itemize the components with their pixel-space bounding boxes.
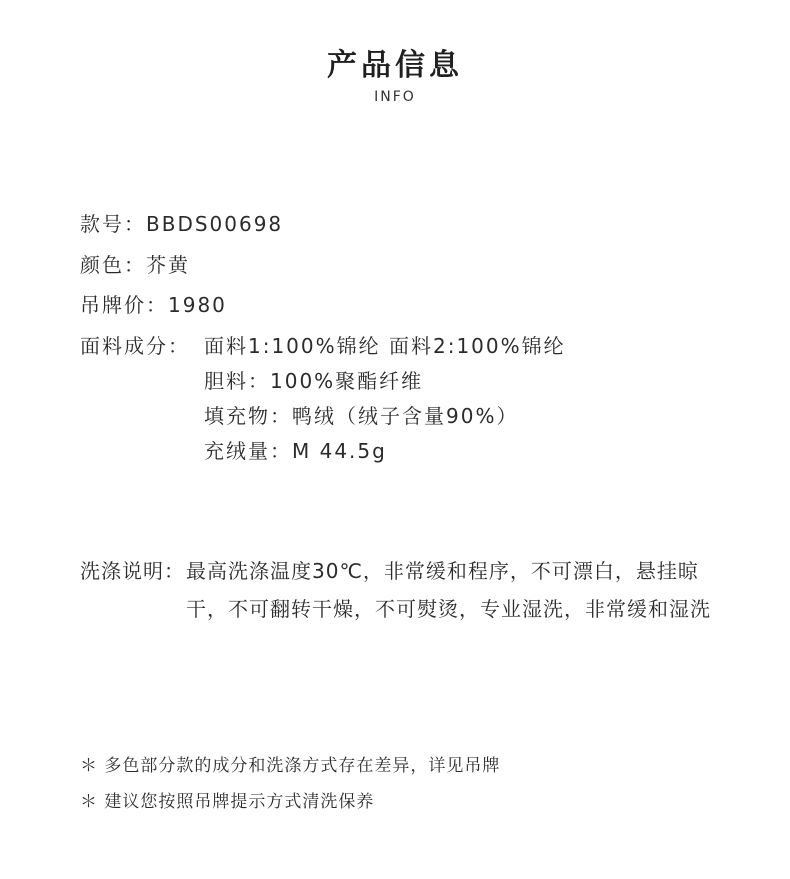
care-label: 洗涤说明： (80, 559, 185, 583)
note-item: ＊ 多色部分款的成分和洗涤方式存在差异，详见吊牌 (80, 756, 501, 776)
page-title: 产品信息 (327, 48, 463, 83)
filling-composition: 填充物：鸭绒（绒子含量90%） (204, 404, 519, 428)
care-instructions: 最高洗涤温度30℃，非常缓和程序，不可漂白，悬挂晾干，不可翻转干燥，不可熨烫，专业湿洗，非常缓和湿洗 (186, 559, 711, 621)
lining-composition: 胆料：100%聚酯纤维 (204, 369, 424, 393)
tag-price: 吊牌价：1980 (80, 293, 227, 317)
fill-amount: 充绒量：M 44.5g (204, 439, 387, 463)
fabric-composition: 面料1:100%锦纶 面料2:100%锦纶 (204, 334, 566, 358)
style-number: 款号：BBDS00698 (80, 212, 284, 236)
color-info: 颜色：芥黄 (80, 253, 190, 277)
page-subtitle: INFO (374, 89, 416, 105)
fabric-label: 面料成分： (80, 334, 190, 358)
note-item: ＊ 建议您按照吊牌提示方式清洗保养 (80, 792, 375, 812)
